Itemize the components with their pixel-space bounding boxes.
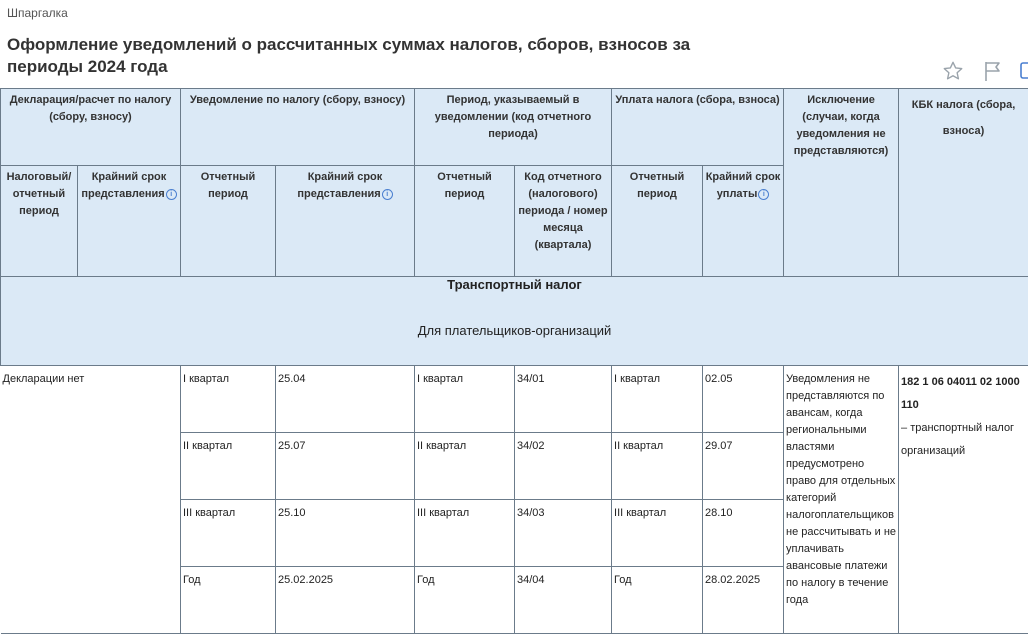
notice-period-cell: III квартал [181, 500, 276, 567]
notice-deadline-cell: 25.02.2025 [276, 567, 415, 634]
kbk-description: – транспортный налог организаций [901, 417, 1026, 463]
notice-period-cell: II квартал [181, 433, 276, 500]
period-code-cell: 34/04 [515, 567, 612, 634]
period-cell: Год [415, 567, 515, 634]
notice-deadline-cell: 25.04 [276, 366, 415, 433]
header-notice-period: Отчетный период [181, 166, 276, 277]
notice-period-cell: Год [181, 567, 276, 634]
pay-period-cell: Год [612, 567, 703, 634]
notice-deadline-cell: 25.07 [276, 433, 415, 500]
period-cell: II квартал [415, 433, 515, 500]
kbk-cell [899, 366, 1028, 634]
info-icon[interactable]: i [166, 189, 177, 200]
pay-period-cell: III квартал [612, 500, 703, 567]
header-period: Период, указываемый в уведомлении (код отчетного периода) [415, 89, 612, 166]
declaration-note: Декларации нет [1, 366, 181, 634]
header-pay-deadline: Крайний срок уплаты i [703, 166, 784, 277]
pay-deadline-cell: 29.07 [703, 433, 784, 500]
notice-period-cell: I квартал [181, 366, 276, 433]
flag-icon[interactable] [983, 60, 1003, 87]
header-tax-period: Налоговый/ отчетный период [1, 166, 78, 277]
kbk-code: 182 1 06 04011 02 1000 110 [901, 371, 1026, 417]
header-payment: Уплата налога (сбора, взноса) [612, 89, 784, 166]
section-subtitle: Для плательщиков-организаций [1, 323, 1028, 339]
breadcrumb[interactable]: Шпаргалка [7, 6, 68, 20]
header-notice: Уведомление по налогу (сбору, взносу) [181, 89, 415, 166]
page-title: Оформление уведомлений о рассчитанных суммах налогов, сборов, взносов за периоды 2024 года [7, 34, 767, 78]
pay-deadline-cell: 28.10 [703, 500, 784, 567]
header-declaration: Декларация/расчет по налогу (сбору, взносу) [1, 89, 181, 166]
header-kbk: КБК налога (сбора, взноса) [899, 89, 1028, 277]
table-row [1, 366, 1028, 433]
cheatsheet-table [0, 88, 1028, 634]
section-title: Транспортный налог [1, 277, 1028, 293]
header-declaration-deadline: Крайний срок представления i [78, 166, 181, 277]
pay-period-cell: II квартал [612, 433, 703, 500]
pay-deadline-cell: 02.05 [703, 366, 784, 433]
period-code-cell: 34/03 [515, 500, 612, 567]
more-icon[interactable] [1019, 60, 1028, 87]
header-pay-period: Отчетный период [612, 166, 703, 277]
star-icon[interactable] [942, 60, 964, 87]
pay-deadline-cell: 28.02.2025 [703, 567, 784, 634]
period-cell: I квартал [415, 366, 515, 433]
exception-cell: Уведомления не представляются по авансам, когда региональными властями предусмотрено право для отдельных категорий налогоплательщиков не рассчитывать и не уплачивать авансовые платежи по налогу в течение года [784, 366, 899, 634]
pay-period-cell: I квартал [612, 366, 703, 433]
header-notice-deadline: Крайний срок представления i [276, 166, 415, 277]
period-code-cell: 34/01 [515, 366, 612, 433]
period-cell: III квартал [415, 500, 515, 567]
header-exception: Исключение (случаи, когда уведомления не представляются) [784, 89, 899, 277]
header-report-period: Отчетный период [415, 166, 515, 277]
period-code-cell: 34/02 [515, 433, 612, 500]
notice-deadline-cell: 25.10 [276, 500, 415, 567]
info-icon[interactable]: i [382, 189, 393, 200]
header-period-code: Код отчетного (налогового) периода / номер месяца (квартала) [515, 166, 612, 277]
info-icon[interactable]: i [758, 189, 769, 200]
section-header [1, 277, 1028, 366]
